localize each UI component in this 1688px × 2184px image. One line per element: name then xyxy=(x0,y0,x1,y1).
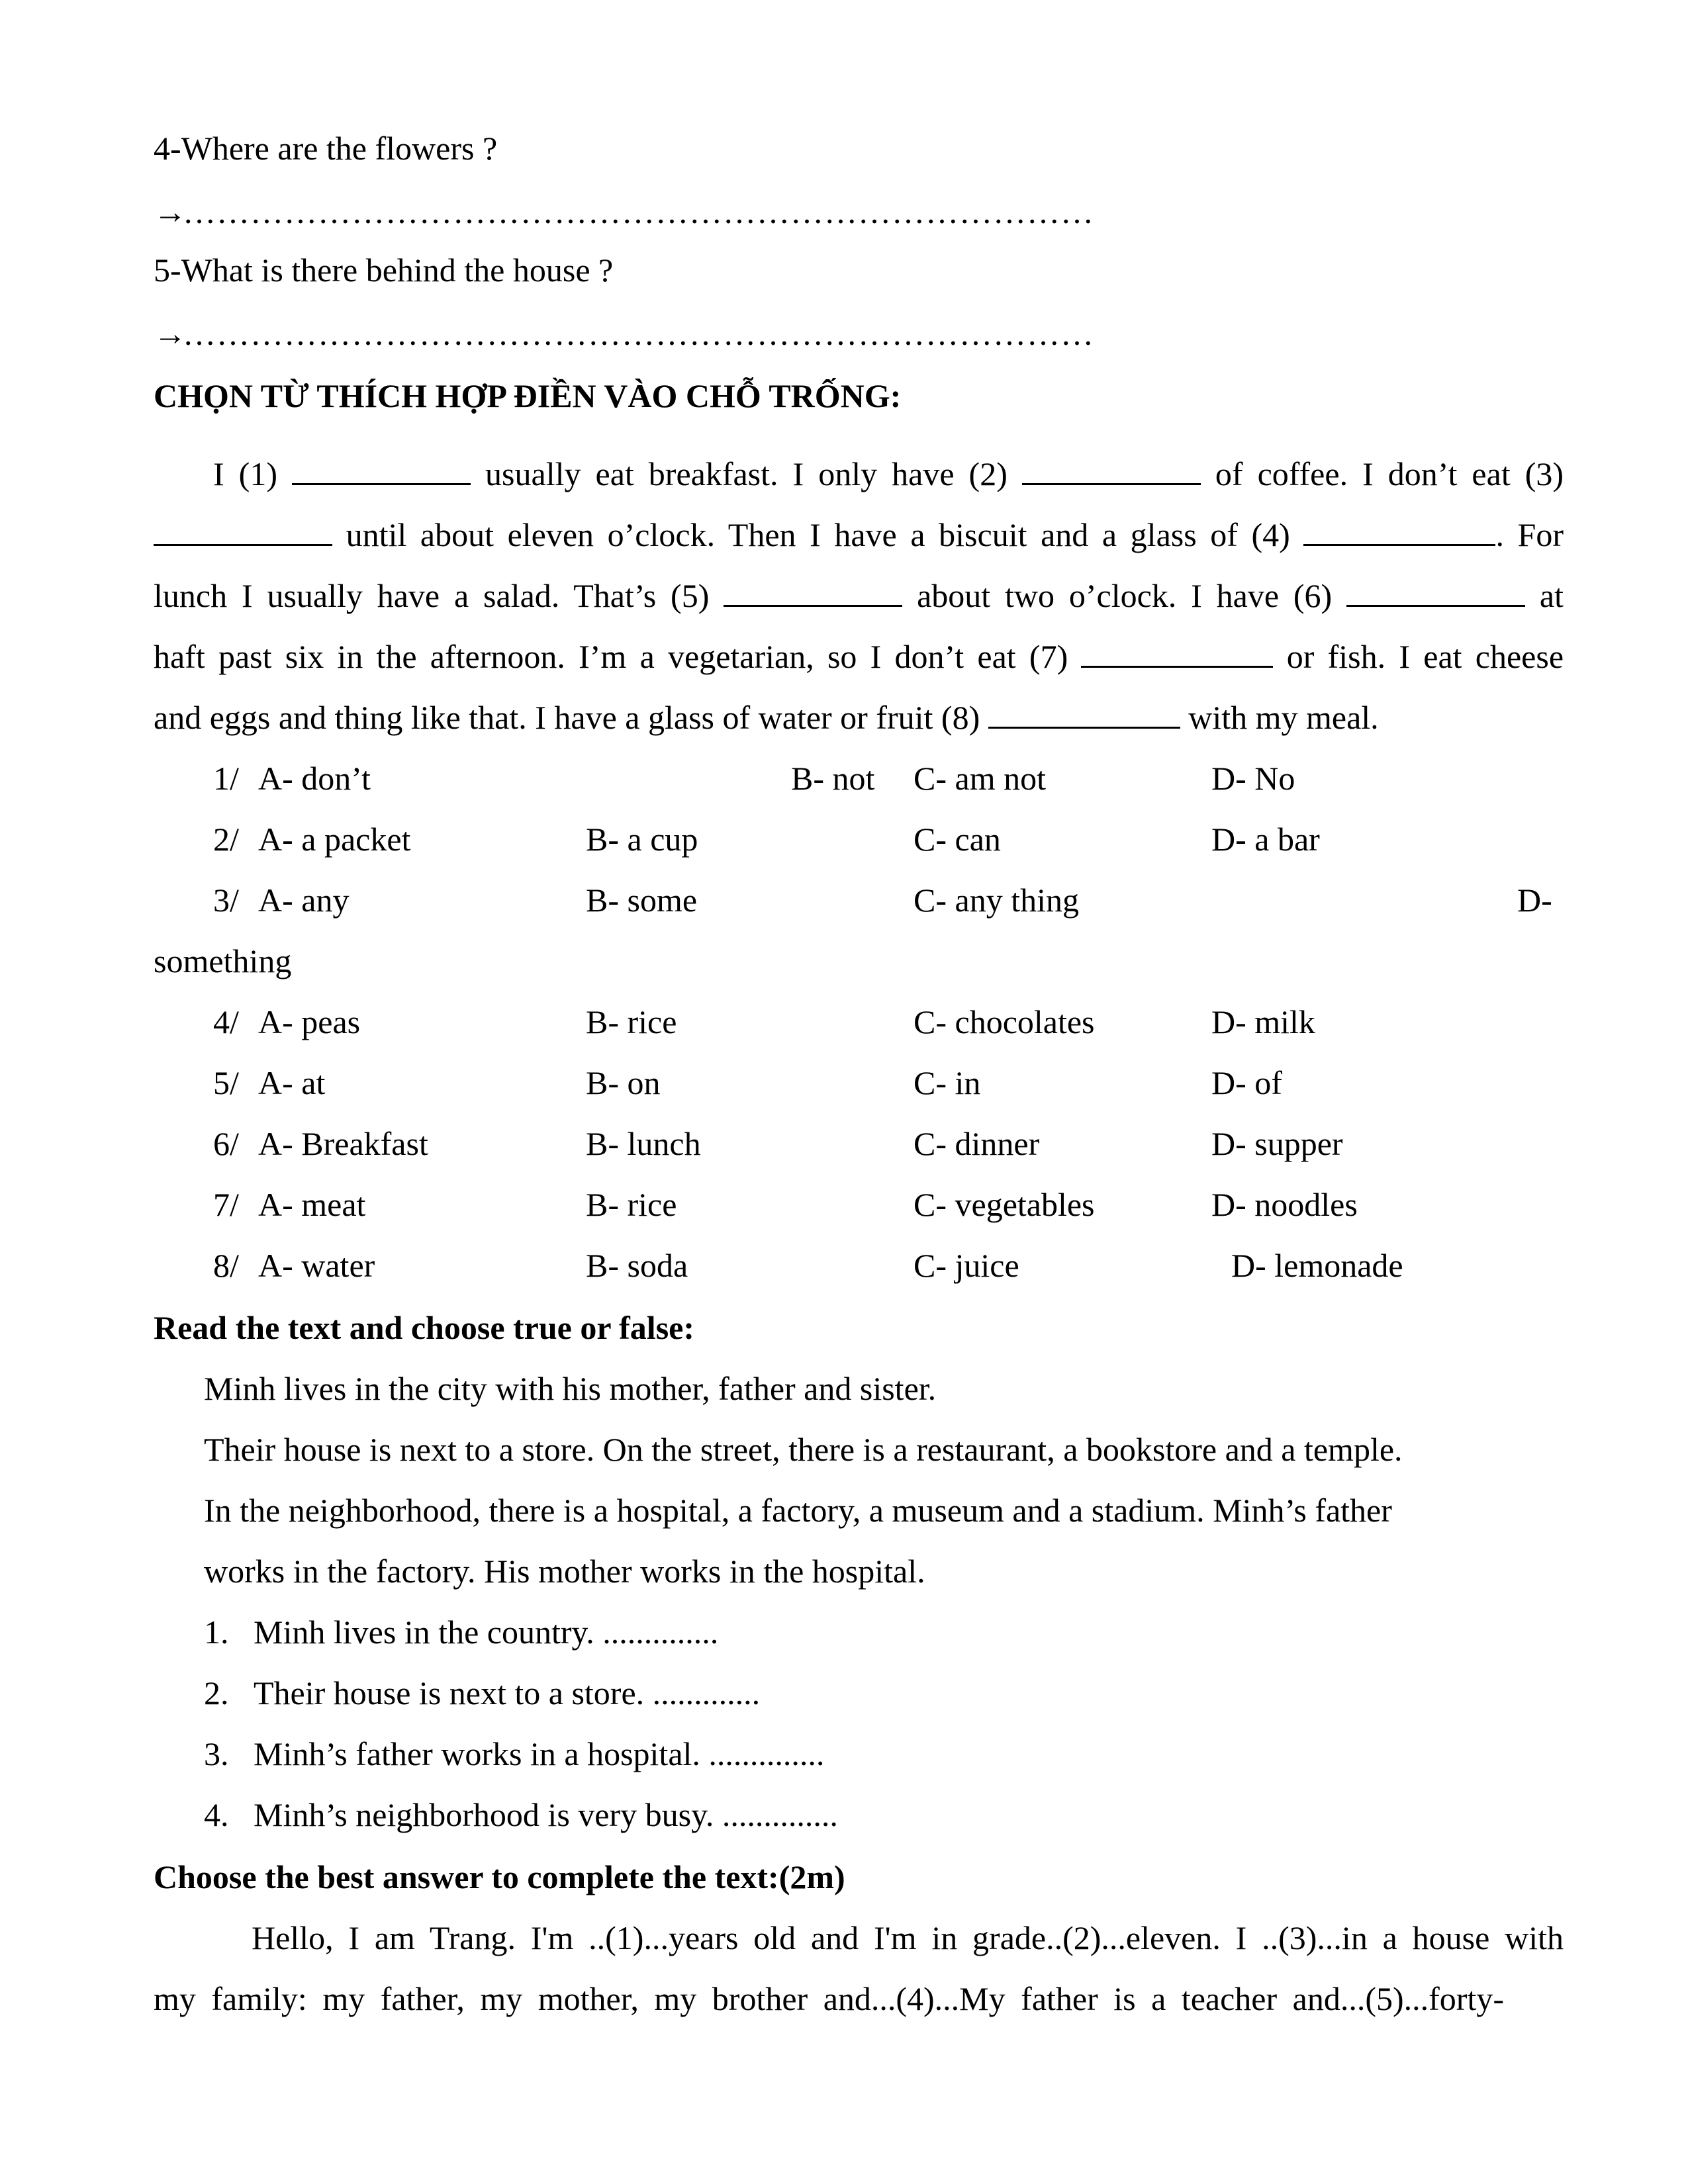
blank-3[interactable] xyxy=(154,519,332,546)
option-b[interactable]: B- on xyxy=(586,1064,661,1101)
passage-line-1: Minh lives in the city with his mother, father and sister. xyxy=(204,1370,937,1407)
option-d[interactable]: D- noodles xyxy=(1211,1186,1358,1223)
blank-7[interactable] xyxy=(1081,641,1273,668)
item-number: 3. xyxy=(204,1735,229,1772)
option-c[interactable]: C- juice xyxy=(914,1247,1019,1284)
option-number: 3/ xyxy=(213,882,239,919)
option-a[interactable]: A- a packet xyxy=(258,821,411,858)
cloze-line-3: lunch I usually have a salad. That’s (5) about two o’clock. I have (6) at xyxy=(154,577,1564,614)
option-d[interactable]: D- of xyxy=(1211,1064,1282,1101)
option-number: 7/ xyxy=(213,1186,239,1223)
cloze-line-4: haft past six in the afternoon. I’m a vegetarian, so I don’t eat (7) or fish. I eat cheese xyxy=(154,638,1564,675)
blank-5[interactable] xyxy=(724,580,902,607)
blank-2[interactable] xyxy=(1022,458,1201,485)
best-answer-heading: Choose the best answer to complete the text:(2m) xyxy=(154,1858,845,1895)
option-c[interactable]: C- chocolates xyxy=(914,1003,1095,1040)
option-d[interactable]: D- supper xyxy=(1211,1125,1343,1162)
option-d[interactable]: D- No xyxy=(1211,760,1295,797)
cloze-line-2: until about eleven o’clock. Then I have a biscuit and a glass of (4) . For xyxy=(154,515,1564,555)
option-c[interactable]: C- dinner xyxy=(914,1125,1040,1162)
option-b[interactable]: B- not xyxy=(791,760,875,797)
option-c[interactable]: C- am not xyxy=(914,760,1046,797)
arrow-right-icon: → xyxy=(154,193,187,230)
item-number: 4. xyxy=(204,1796,229,1833)
item-text: Minh lives in the country. .............. xyxy=(254,1614,719,1651)
option-a[interactable]: A- water xyxy=(258,1247,375,1284)
option-number: 6/ xyxy=(213,1125,239,1162)
option-number: 5/ xyxy=(213,1064,239,1101)
option-number: 1/ xyxy=(213,760,239,797)
blank-8[interactable] xyxy=(988,702,1180,729)
passage-line-2: Their house is next to a store. On the street, there is a restaurant, a bookstore and a temple. xyxy=(204,1431,1403,1468)
option-c[interactable]: C- vegetables xyxy=(914,1186,1095,1223)
option-a[interactable]: A- don’t xyxy=(258,760,371,797)
answer-line-5[interactable] xyxy=(154,314,1094,353)
option-number: 2/ xyxy=(213,821,239,858)
option-a[interactable]: A- any xyxy=(258,882,350,919)
blank-4[interactable] xyxy=(1303,519,1495,546)
option-d[interactable]: D- milk xyxy=(1211,1003,1315,1040)
truefalse-heading: Read the text and choose true or false: xyxy=(154,1309,694,1346)
option-a[interactable]: A- Breakfast xyxy=(258,1125,428,1162)
cloze-heading: CHỌN TỪ THÍCH HỢP ĐIỀN VÀO CHỖ TRỐNG: xyxy=(154,377,902,414)
passage-line-4: works in the factory. His mother works in the hospital. xyxy=(204,1553,925,1590)
answer-dots: ……………………………………………………………………… xyxy=(183,315,1094,352)
cloze-line-5: and eggs and thing like that. I have a glass of water or fruit (8) with my meal. xyxy=(154,699,1379,736)
option-b[interactable]: B- lunch xyxy=(586,1125,701,1162)
option-b[interactable]: B- a cup xyxy=(586,821,698,858)
best-passage-line-2: my family: my father, my mother, my brother and...(4)...My father is a teacher and...(5)...forty- xyxy=(154,1980,1504,2017)
option-number: 8/ xyxy=(213,1247,239,1284)
blank-1[interactable] xyxy=(292,458,471,485)
option-a[interactable]: A- meat xyxy=(258,1186,366,1223)
question-4: 4-Where are the flowers ? xyxy=(154,130,498,167)
item-text: Minh’s neighborhood is very busy. .............. xyxy=(254,1796,838,1833)
option-d[interactable]: D- xyxy=(1517,882,1552,919)
option-c[interactable]: C- can xyxy=(914,821,1001,858)
blank-6[interactable] xyxy=(1346,580,1525,607)
answer-line-4[interactable] xyxy=(154,192,1094,232)
option-c[interactable]: C- in xyxy=(914,1064,981,1101)
passage-line-3: In the neighborhood, there is a hospital, a factory, a museum and a stadium. Minh’s father xyxy=(204,1492,1392,1529)
item-number: 2. xyxy=(204,1674,229,1711)
option-d[interactable]: D- a bar xyxy=(1211,821,1320,858)
item-number: 1. xyxy=(204,1614,229,1651)
arrow-right-icon: → xyxy=(154,315,187,352)
best-passage-line-1: Hello, I am Trang. I'm ..(1)...years old and I'm in grade..(2)...eleven. I ..(3)...in a house with xyxy=(252,1919,1564,1956)
option-b[interactable]: B- soda xyxy=(586,1247,688,1284)
option-c[interactable]: C- any thing xyxy=(914,882,1079,919)
option-d-continued[interactable]: something xyxy=(154,942,292,979)
cloze-line-1: I (1) usually eat breakfast. I only have (2) of coffee. I don’t eat (3) xyxy=(213,455,1564,492)
option-a[interactable]: A- at xyxy=(258,1064,326,1101)
option-d[interactable]: D- lemonade xyxy=(1231,1247,1403,1284)
option-b[interactable]: B- some xyxy=(586,882,698,919)
option-a[interactable]: A- peas xyxy=(258,1003,361,1040)
answer-dots: ……………………………………………………………………… xyxy=(183,193,1094,230)
question-5: 5-What is there behind the house ? xyxy=(154,251,614,289)
option-b[interactable]: B- rice xyxy=(586,1186,677,1223)
item-text: Minh’s father works in a hospital. .............. xyxy=(254,1735,825,1772)
item-text: Their house is next to a store. ............. xyxy=(254,1674,761,1711)
option-b[interactable]: B- rice xyxy=(586,1003,677,1040)
option-number: 4/ xyxy=(213,1003,239,1040)
